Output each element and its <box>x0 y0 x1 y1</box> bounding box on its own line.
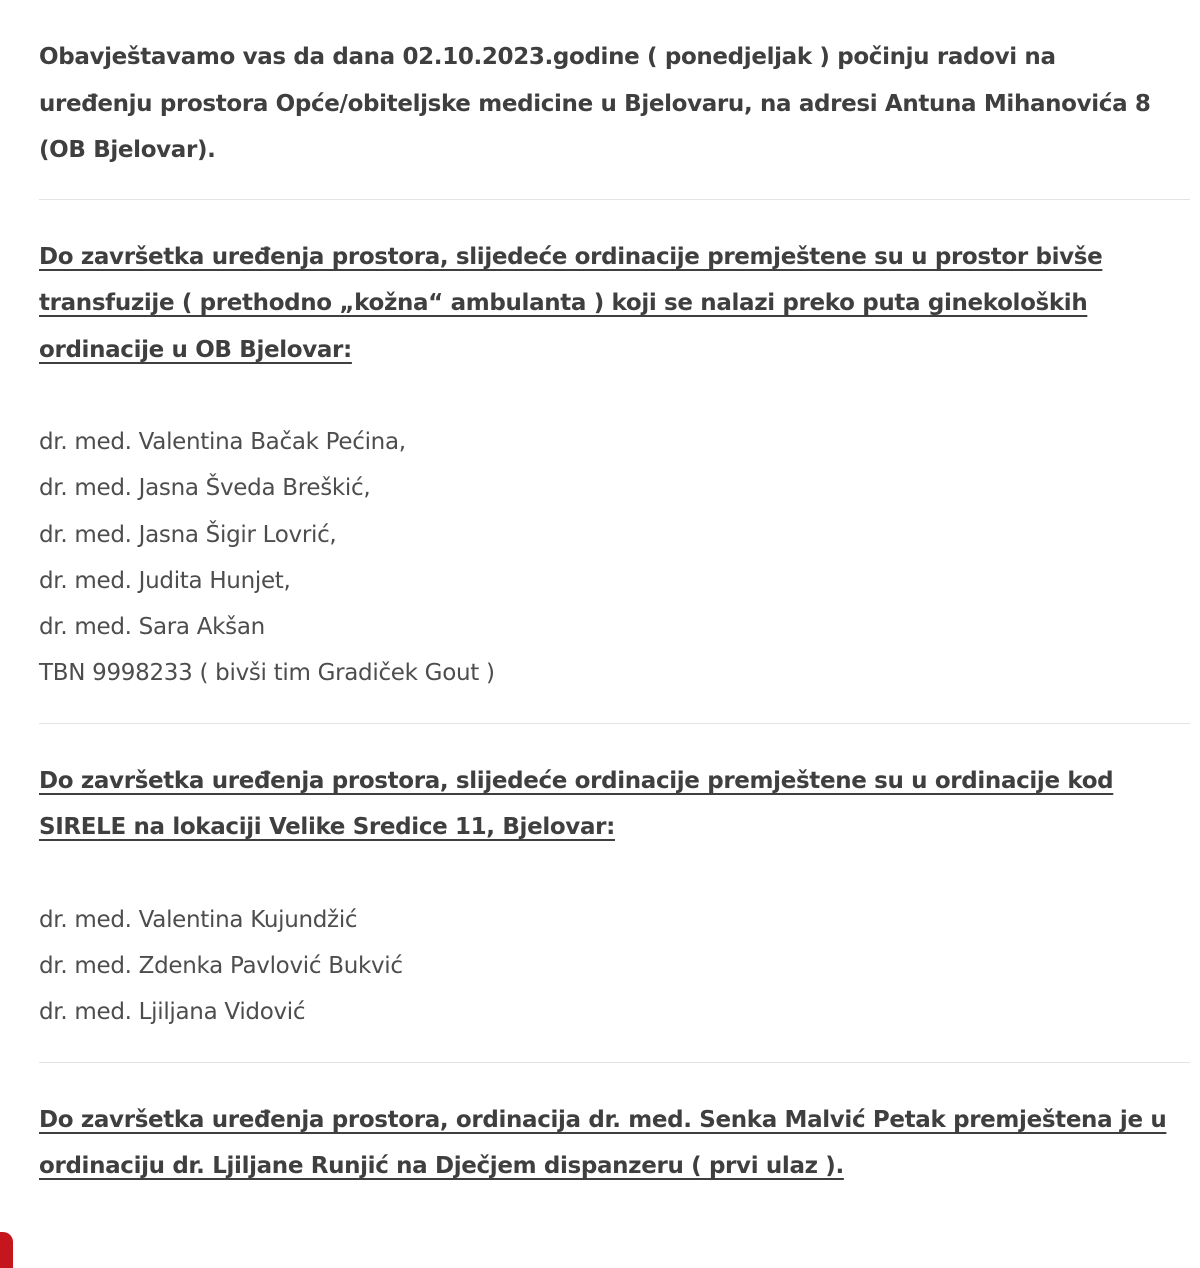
section1-heading-line: Do završetka uređenja prostora, slijedeće ordinacije premještene su u prostor bivše <box>39 243 1103 270</box>
doctor-list-item: dr. med. Zdenka Pavlović Bukvić <box>39 953 403 980</box>
section2-doctor-list <box>39 897 1190 1036</box>
notice-content <box>39 34 1190 1190</box>
section2-heading <box>39 758 1190 851</box>
doctor-list-item: dr. med. Valentina Bačak Pećina, <box>39 429 406 455</box>
section3-heading-line: Do završetka uređenja prostora, ordinacija dr. med. Senka Malvić Petak premještena je u <box>39 1106 1167 1133</box>
corner-badge[interactable] <box>0 1232 13 1268</box>
section1-heading-line: transfuzije ( prethodno „kožna“ ambulanta ) koji se nalazi preko puta ginekoloških <box>39 290 1088 316</box>
section2-heading-line: Do završetka uređenja prostora, slijedeće ordinacije premještene su u ordinacije kod <box>39 767 1114 794</box>
intro-paragraph <box>39 34 1190 174</box>
doctor-list-item: dr. med. Sara Akšan <box>39 614 265 641</box>
section2-heading-line: SIRELE na lokaciji Velike Sredice 11, Bjelovar: <box>39 814 615 841</box>
section3-heading-line: ordinaciju dr. Ljiljane Runjić na Dječjem dispanzeru ( prvi ulaz ). <box>39 1153 844 1180</box>
section1-heading-line: ordinacije u OB Bjelovar: <box>39 336 352 363</box>
doctor-list-item: dr. med. Valentina Kujundžić <box>39 906 358 933</box>
doctor-list-item: dr. med. Jasna Šigir Lovrić, <box>39 521 337 548</box>
section3-heading <box>39 1097 1190 1190</box>
doctor-list-item: dr. med. Judita Hunjet, <box>39 567 291 594</box>
doctor-list-item: TBN 9998233 ( bivši tim Gradiček Gout ) <box>39 660 495 687</box>
section1-heading <box>39 234 1190 374</box>
intro-line: (OB Bjelovar). <box>39 137 216 163</box>
doctor-list-item: dr. med. Ljiljana Vidović <box>39 999 306 1026</box>
intro-line: Obavještavamo vas da dana 02.10.2023.godine ( ponedjeljak ) počinju radovi na <box>39 44 1056 70</box>
section1-doctor-list <box>39 419 1190 697</box>
intro-line: uređenju prostora Opće/obiteljske medicine u Bjelovaru, na adresi Antuna Mihanovića 8 <box>39 90 1151 117</box>
doctor-list-item: dr. med. Jasna Šveda Breškić, <box>39 475 371 502</box>
